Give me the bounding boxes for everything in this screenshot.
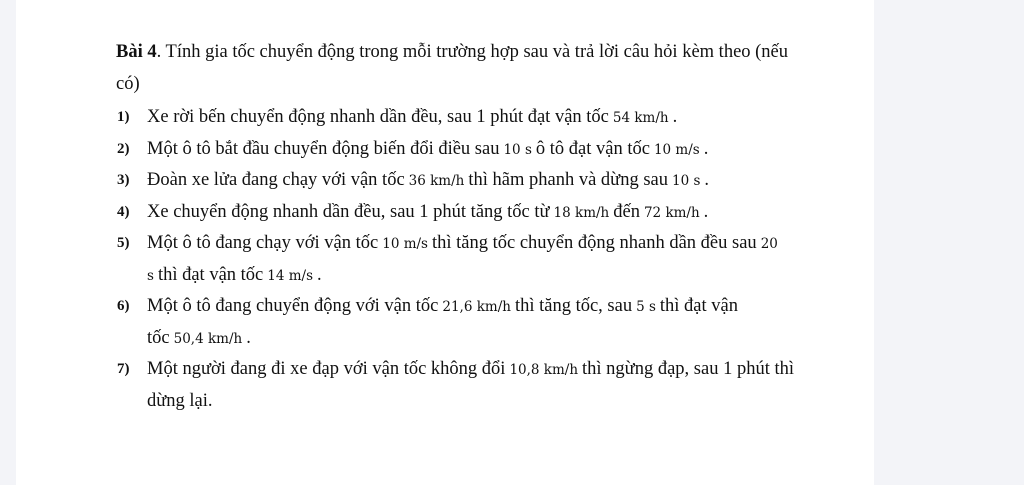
problem-text: Xe chuyển động nhanh dần đều, sau 1 phút tăng tốc từ [147,201,550,222]
math-quantity: 21,6 km/h [442,299,511,315]
problem-text: thì hãm phanh và dừng sau [468,170,668,190]
problem-text: đến [613,201,640,222]
problem-item [116,134,796,166]
problem-text: thì đạt vận tốc [147,296,738,348]
exercise-heading [116,36,796,100]
problem-number: 7) [117,361,130,377]
problem-number: 5) [117,235,130,251]
math-quantity: 10,8 km/h [509,362,579,378]
math-quantity: 50,4 km/h [173,330,243,347]
problem-text: . [246,327,251,348]
math-quantity: 10 m/s [382,236,428,252]
problem-number: 4) [117,203,130,220]
math-quantity: 5 s [636,299,656,315]
problem-number: 3) [117,172,130,188]
problem-number: 6) [117,298,130,314]
problem-item [116,165,796,197]
document-page [16,0,874,485]
problem-number: 1) [117,109,130,125]
exercise-instruction: . Tính gia tốc chuyển động trong mỗi trường hợp sau và trả lời câu hỏi kèm theo (nếu có) [116,42,789,94]
problem-text: . [703,201,709,222]
problem-text: thì ngừng đạp, sau 1 phút thì dừng lại. [147,359,794,411]
problem-text: . [672,107,678,127]
problem-text: . [704,170,710,190]
problem-text: thì tăng tốc chuyển động nhanh dần đều sau [431,233,757,253]
math-quantity: 10 s [671,173,701,189]
problem-item [116,354,796,416]
math-quantity: 36 km/h [408,173,465,189]
problem-text: . [317,264,322,285]
problem-text: Xe rời bến chuyển động nhanh dần đều, sau 1 phút đạt vận tốc [147,107,609,127]
problem-text: Một ô tô đang chuyển động với vận tốc [147,296,439,316]
problem-item [116,291,796,354]
problem-text: thì tăng tốc, sau [514,296,633,316]
problem-item [116,228,796,291]
problem-text: Đoàn xe lửa đang chạy với vận tốc [147,170,405,190]
problem-text: Một ô tô đang chạy với vận tốc [147,233,379,253]
problem-item [116,102,796,134]
problem-text: Một ô tô bắt đầu chuyển động biến đổi điều sau [147,138,500,159]
math-quantity: 72 km/h [643,204,700,221]
problem-text: . [703,138,709,159]
problem-list [116,102,796,416]
math-quantity: 20 s [147,236,778,284]
problem-number: 2) [117,140,130,157]
exercise-label: Bài 4 [116,42,157,62]
math-quantity: 10 s [503,141,532,158]
math-quantity: 54 km/h [612,110,669,126]
problem-text: thì đạt vận tốc [157,264,264,285]
math-quantity: 10 m/s [653,141,700,158]
problem-text: ô tô đạt vận tốc [535,138,650,159]
math-quantity: 18 km/h [553,204,610,221]
problem-item [116,197,796,229]
math-quantity: 14 m/s [267,267,314,284]
problem-text: Một người đang đi xe đạp với vận tốc không đổi [147,359,506,379]
document-content [116,36,796,416]
